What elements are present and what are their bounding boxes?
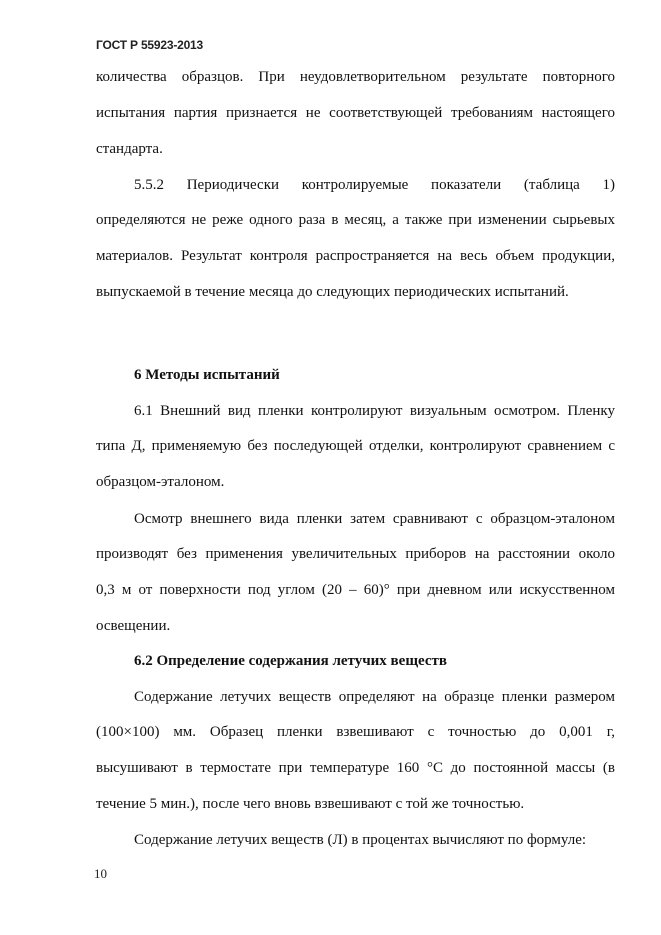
paragraph-line: типа Д, применяемую без последующей отделки, контролируют сравнением с xyxy=(96,438,615,454)
paragraph-line: Содержание летучих веществ (Л) в процентах вычисляют по формуле: xyxy=(134,832,587,848)
paragraph-line: 5.5.2 Периодически контролируемые показатели (таблица 1) xyxy=(134,177,615,193)
paragraph-line: Осмотр внешнего вида пленки затем сравнивают с образцом-эталоном xyxy=(134,511,615,527)
paragraph-line: количества образцов. При неудовлетворительном результате повторного xyxy=(96,69,615,85)
paragraph-line: освещении. xyxy=(96,618,171,634)
paragraph-line: 6.1 Внешний вид пленки контролируют визуальным осмотром. Пленку xyxy=(134,403,615,419)
paragraph-line: Содержание летучих веществ определяют на образце пленки размером xyxy=(134,689,615,705)
paragraph-line: материалов. Результат контроля распространяется на весь объем продукции, xyxy=(96,248,615,264)
paragraph-line: образцом-эталоном. xyxy=(96,474,225,490)
section-heading-6: 6 Методы испытаний xyxy=(134,367,280,383)
page-number: 10 xyxy=(94,866,107,881)
section-heading-6-2: 6.2 Определение содержания летучих веществ xyxy=(134,653,447,669)
paragraph-line: стандарта. xyxy=(96,141,163,157)
paragraph-line: испытания партия признается не соответствующей требованиям настоящего xyxy=(96,105,615,121)
document-code-header: ГОСТ Р 55923-2013 xyxy=(96,38,204,52)
paragraph-line: (100×100) мм. Образец пленки взвешивают с точностью до 0,001 г, xyxy=(96,724,615,740)
paragraph-line: определяются не реже одного раза в месяц, а также при изменении сырьевых xyxy=(96,212,615,228)
paragraph-line: производят без применения увеличительных приборов на расстоянии около xyxy=(96,546,615,562)
paragraph-line: высушивают в термостате при температуре 160 °С до постоянной массы (в xyxy=(96,760,615,776)
paragraph-line: выпускаемой в течение месяца до следующих периодических испытаний. xyxy=(96,284,569,300)
paragraph-line: течение 5 мин.), после чего вновь взвешивают с той же точностью. xyxy=(96,796,525,812)
paragraph-line: 0,3 м от поверхности под углом (20 – 60)° при дневном или искусственном xyxy=(96,582,615,598)
